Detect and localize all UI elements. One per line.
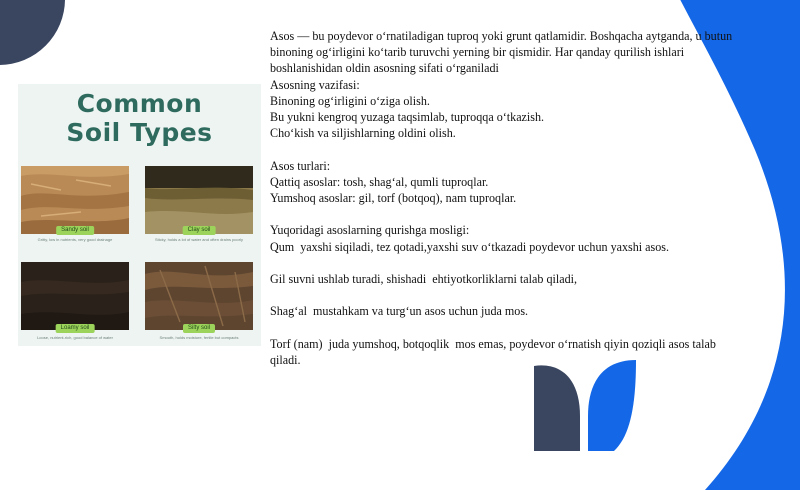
silty-soil-photo	[145, 262, 253, 330]
spacer-line	[270, 206, 740, 222]
suitability-clay: Gil suvni ushlab turadi, shishadi ehtiyotkorliklarni talab qiladi,	[270, 272, 578, 286]
loamy-soil-label: Loamy soil	[56, 324, 95, 333]
sandy-soil-caption: Gritty, low in nutrients, very good drainage	[37, 237, 113, 242]
sandy-soil-label: Sandy soil	[56, 226, 94, 235]
corner-quarter-circle-decoration	[0, 0, 65, 65]
types-heading: Asos turlari:	[270, 158, 331, 173]
loamy-soil-photo	[21, 262, 129, 330]
spacer-line	[270, 255, 740, 271]
function-heading: Asosning vazifasi:	[270, 77, 360, 92]
figure-title-line1: Common	[76, 89, 203, 118]
figure-title-line2: Soil Types	[66, 118, 213, 147]
clay-soil-label: Clay soil	[183, 226, 216, 235]
sandy-soil-photo	[21, 166, 129, 234]
function-item-1: Binoning og‘irligini o‘ziga olish.	[270, 93, 430, 108]
clay-soil-photo	[145, 166, 253, 234]
spacer-line	[270, 141, 740, 157]
spacer-line	[270, 287, 740, 303]
figure-title	[18, 89, 261, 147]
slide-text-body	[270, 28, 740, 368]
clay-soil-caption: Sticky, holds a lot of water and often drains poorly	[155, 237, 243, 242]
spacer-line	[270, 320, 740, 336]
soil-types-figure	[18, 84, 261, 346]
suitability-peat: Torf (nam) juda yumshoq, botqoqlik mos emas, poydevor o‘rnatish qiyin qoziqli asos talab qiladi.	[270, 336, 719, 367]
suitability-gravel: Shag‘al mustahkam va turg‘un asos uchun juda mos.	[270, 304, 529, 319]
silty-soil-label: Silty soil	[183, 324, 215, 333]
leaf-shapes-decoration	[530, 356, 640, 451]
function-item-2: Bu yukni kengroq yuzaga taqsimlab, tuproqqa o‘tkazish.	[270, 110, 545, 125]
intro-paragraph: Asos — bu poydevor o‘rnatiladigan tuproq yoki grunt qatlamidir. Boshqacha aytganda, u butun binoning og‘irligini ko‘tarib turuvchi yerning bir qismidir. Har qanday qurilish ishlari boshlanishidan oldin asosning sifati o‘rganiladi	[270, 29, 736, 76]
suitability-sand: Qum yaxshi siqiladi, tez qotadi,yaxshi suv o‘tkazadi poydevor uchun yaxshi asos.	[270, 239, 670, 254]
suitability-heading: Yuqoridagi asoslarning qurishga mosligi:	[270, 223, 470, 238]
loamy-soil-caption: Loose, nutrient-rich, good balance of water	[37, 335, 113, 340]
types-item-soft: Yumshoq asoslar: gil, torf (botqoq), nam tuproqlar.	[270, 191, 517, 206]
silty-soil-caption: Smooth, holds moisture, fertile but compacts	[159, 335, 239, 340]
function-item-3: Cho‘kish va siljishlarning oldini olish.	[270, 126, 456, 141]
types-item-hard: Qattiq asoslar: tosh, shag‘al, qumli tuproqlar.	[270, 174, 489, 189]
